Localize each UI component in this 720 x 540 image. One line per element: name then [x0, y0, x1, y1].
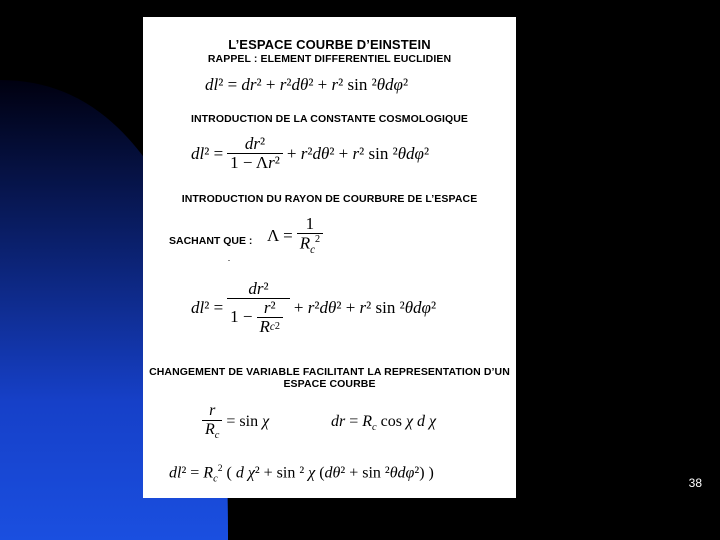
section-cosmological-constant: INTRODUCTION DE LA CONSTANTE COSMOLOGIQUE — [190, 113, 469, 125]
slide-subtitle: RAPPEL : ELEMENT DIFFERENTIEL EUCLIDIEN — [207, 53, 452, 65]
variable-change-equation: $\frac{r}{R_c}$ = sin χ — [198, 403, 269, 441]
section-variable-change: CHANGEMENT DE VARIABLE FACILITANT LA REPRESENTATION D’UN ESPACE COURBE — [149, 366, 510, 390]
slide-content — [143, 17, 516, 498]
metric-with-lambda-equation: dl² = $\frac{\text{dr²}}{\text{1 − Λr²}}$ + r²dθ² + r² sin ²θdφ² — [191, 134, 430, 172]
lambda-definition-equation: Λ = $\frac{1}{R_c^2}$ — [267, 215, 327, 256]
stray-dot — [228, 260, 230, 261]
knowing-label: SACHANT QUE : — [169, 235, 253, 247]
metric-with-radius-equation: dl² = dr² 1 − r² R c 2 + r²dθ² + r² sin ²θdφ² — [191, 279, 437, 336]
section-curvature-radius: INTRODUCTION DU RAYON DE COURBURE DE L’ESPACE — [181, 193, 478, 205]
differential-change-equation: dr = $R_c$ cos χ d χ — [331, 413, 437, 434]
euclidean-metric-equation: dl² = dr² + r²dθ² + r² sin ²θdφ² — [205, 75, 409, 94]
curved-space-metric-equation: $dl^2 = R_c^2$ ( d χ² + sin ² χ (dθ² + sin ²θdφ²) ) — [169, 463, 434, 485]
slide-title: L’ESPACE COURBE D’EINSTEIN — [228, 37, 431, 52]
page-number: 38 — [688, 476, 702, 490]
